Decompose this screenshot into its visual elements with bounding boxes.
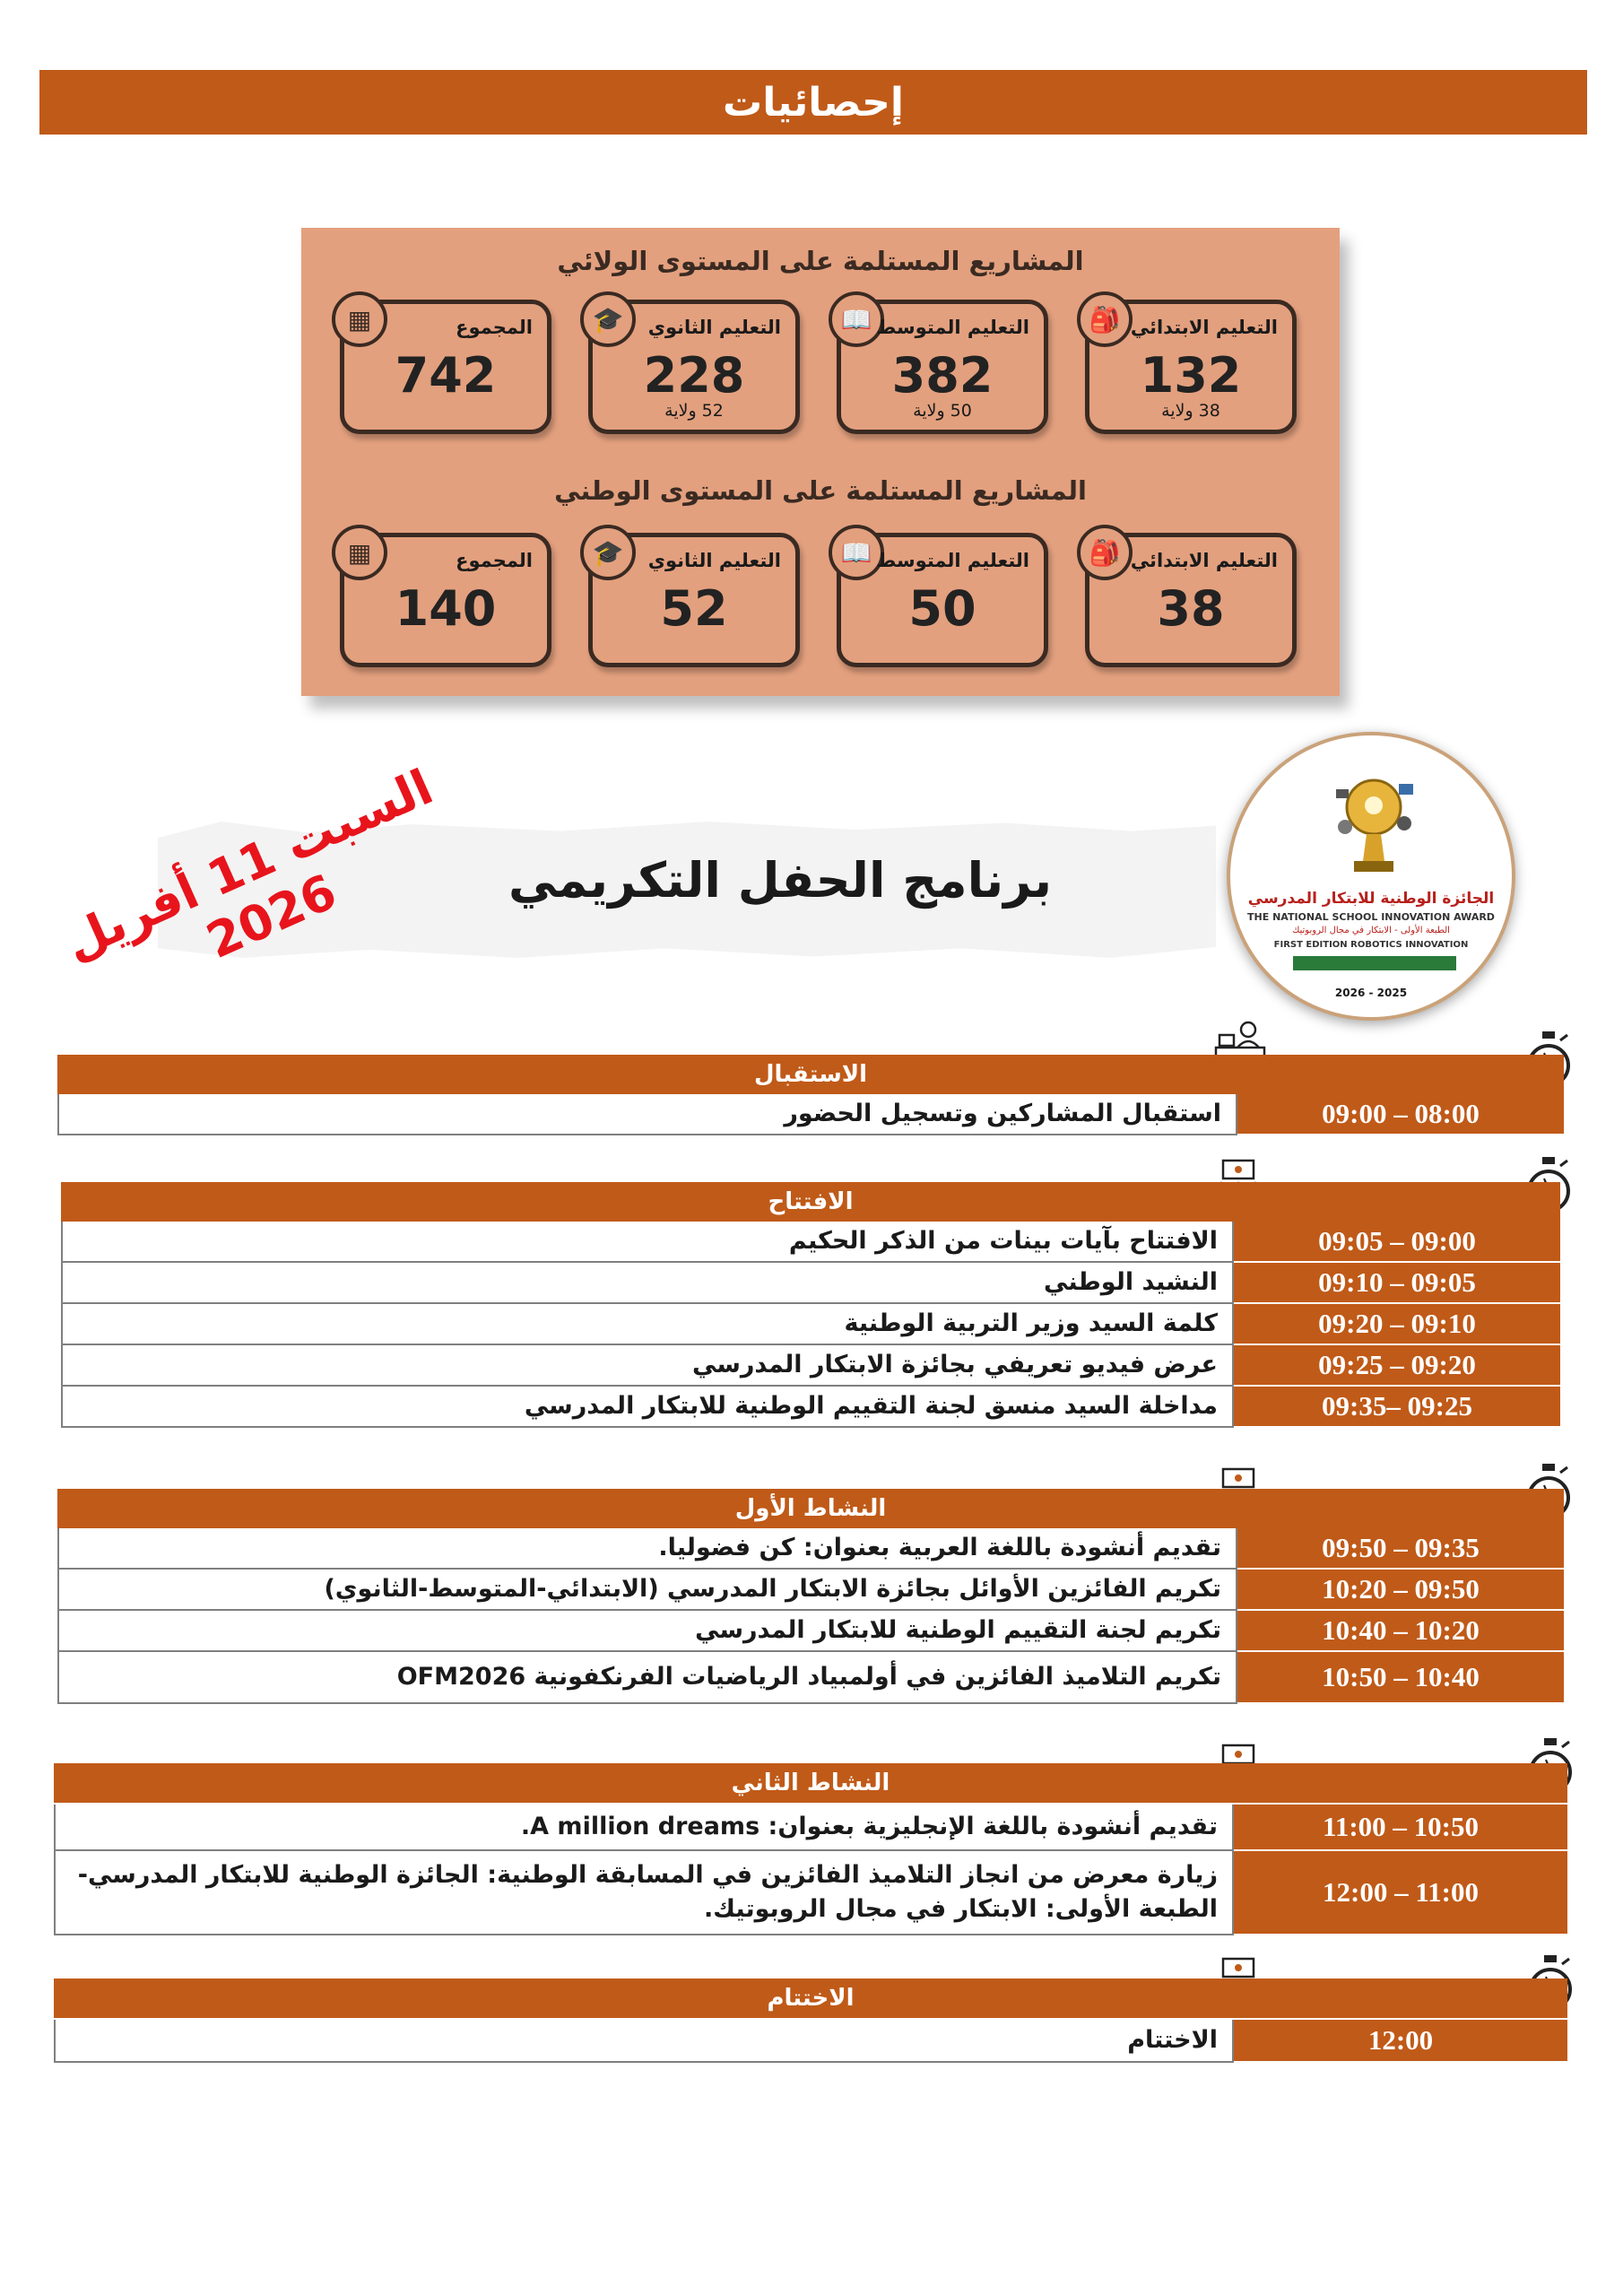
section-title: الاختتام [54,1979,1567,2018]
card-value: 38 [1157,580,1225,637]
card-label: التعليم المتوسط [876,550,1029,571]
activity-cell: تكريم لجنة التقييم الوطنية للابتكار المدرسي [57,1611,1237,1652]
time-slot: 12:00 – 11:00 [1234,1851,1567,1935]
award-logo [1227,732,1515,1021]
card-label: التعليم الثانوي [647,550,781,571]
logo-arabic-edition: الطبعة الأولى - الابتكار في مجال الروبوتيك [1292,926,1450,935]
card-sub: 50 ولاية [913,401,972,421]
time-slot: 11:00 – 10:50 [1234,1805,1567,1851]
time-slot: 09:20 – 09:10 [1234,1304,1560,1345]
time-slot: 09:05 – 09:00 [1234,1222,1560,1263]
time-slot: 10:40 – 10:20 [1237,1611,1564,1652]
card-value: 50 [908,580,976,637]
card-label: التعليم الابتدائي [1130,317,1278,338]
stat-card-middle-regional [837,300,1048,434]
card-label: المجموع [456,317,533,338]
stat-card-secondary-national [588,533,800,667]
stat-card-secondary-regional [588,300,800,434]
program-title: برنامج الحفل التكريمي [508,852,1053,909]
card-value: 228 [643,347,745,404]
time-slot: 09:00 – 08:00 [1237,1094,1564,1135]
trophy-icon [1329,771,1419,879]
activity-cell: مداخلة السيد منسق لجنة التقييم الوطنية للابتكار المدرسي [61,1387,1234,1428]
activity-cell: تكريم التلاميذ الفائزين في أولمبياد الرياضيات الفرنكفونية OFM2026 [57,1652,1237,1704]
card-sub: 38 ولاية [1161,401,1220,421]
activity-cell: الافتتاح بآيات بينات من الذكر الحكيم [61,1222,1234,1263]
time-slot: 09:50 – 09:35 [1237,1528,1564,1570]
activity-cell: تكريم الفائزين الأوائل بجائزة الابتكار المدرسي (الابتدائي-المتوسط-الثانوي) [57,1570,1237,1611]
section-title: الاستقبال [57,1055,1564,1094]
stat-card-middle-national [837,533,1048,667]
calculator-icon: ▦ [332,291,387,347]
stat-card-total-regional [340,300,551,434]
time-slot: 12:00 [1234,2020,1567,2063]
statistics-panel [301,228,1340,696]
graduation-cap-icon: 🎓 [580,291,636,347]
stat-card-primary-national [1085,533,1297,667]
section-title: النشاط الثاني [54,1763,1567,1803]
logo-english-name: THE NATIONAL SCHOOL INNOVATION AWARD [1247,911,1495,923]
statistics-banner: إحصائيات [39,70,1587,135]
book-icon: 📖 [829,525,884,580]
graduation-cap-icon: 🎓 [580,525,636,580]
activity-cell: تقديم أنشودة باللغة العربية بعنوان: كن فضوليا. [57,1528,1237,1570]
card-value: 132 [1140,347,1242,404]
section-title: الافتتاح [61,1182,1560,1222]
activity-cell: الاختتام [54,2020,1234,2063]
card-value: 742 [395,347,497,404]
stat-card-primary-regional [1085,300,1297,434]
activity-cell: النشيد الوطني [61,1263,1234,1304]
time-slot: 10:50 – 10:40 [1237,1652,1564,1704]
activity-cell: تقديم أنشودة باللغة الإنجليزية بعنوان: A million dreams. [54,1805,1234,1851]
national-stats-title: المشاريع المستلمة على المستوى الوطني [554,475,1087,506]
school-bag-icon: 🎒 [1077,291,1133,347]
logo-arabic-name: الجائزة الوطنية للابتكار المدرسي [1247,890,1495,908]
logo-english-edition: FIRST EDITION ROBOTICS INNOVATION [1273,940,1469,950]
regional-stats-title: المشاريع المستلمة على المستوى الولائي [557,246,1084,276]
time-slot: 10:20 – 09:50 [1237,1570,1564,1611]
card-label: التعليم المتوسط [876,317,1029,338]
school-bag-icon: 🎒 [1077,525,1133,580]
event-date: السبت 11 أفريل 2026 [56,758,441,971]
time-slot: 09:25 – 09:20 [1234,1345,1560,1387]
card-value: 140 [395,580,497,637]
stat-card-total-national [340,533,551,667]
activity-cell: زيارة معرض من انجاز التلاميذ الفائزين في المسابقة الوطنية: الجائزة الوطنية للابتكار المدرسي- الطبعة الأولى: الابتكار في مجال الروبوتيك. [54,1851,1234,1935]
section-title: النشاط الأول [57,1489,1564,1528]
card-value: 52 [660,580,728,637]
card-value: 382 [891,347,994,404]
calculator-icon: ▦ [332,525,387,580]
logo-ribbon [1293,956,1456,970]
book-icon: 📖 [829,291,884,347]
card-label: المجموع [456,550,533,571]
card-label: التعليم الابتدائي [1130,550,1278,571]
logo-years: 2026 - 2025 [1334,987,1408,999]
activity-cell: استقبال المشاركين وتسجيل الحضور [57,1094,1237,1135]
time-slot: 09:35– 09:25 [1234,1387,1560,1428]
time-slot: 09:10 – 09:05 [1234,1263,1560,1304]
card-sub: 52 ولاية [664,401,724,421]
card-label: التعليم الثانوي [647,317,781,338]
activity-cell: عرض فيديو تعريفي بجائزة الابتكار المدرسي [61,1345,1234,1387]
activity-cell: كلمة السيد وزير التربية الوطنية [61,1304,1234,1345]
